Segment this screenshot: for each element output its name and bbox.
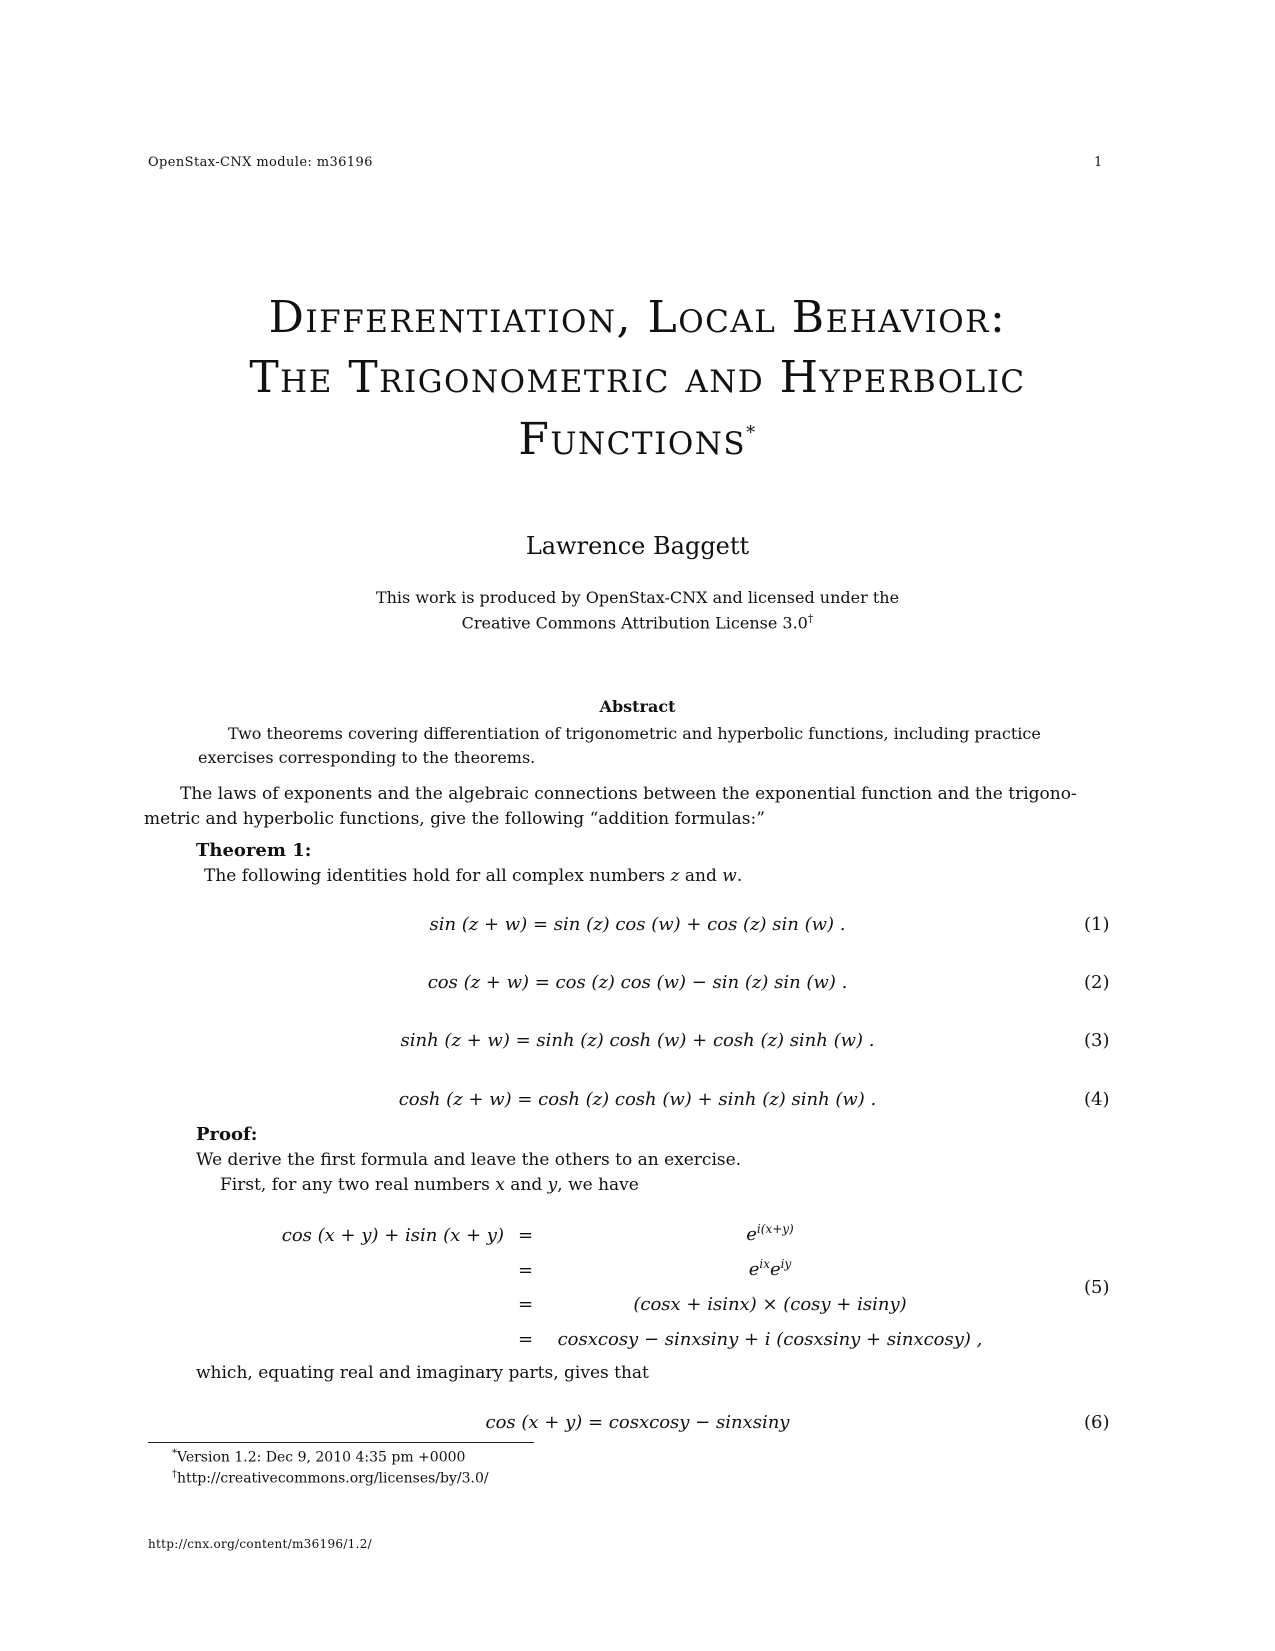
title-line-1: Differentiation, Local Behavior: [268, 292, 1007, 343]
proof-text-end: , we have [557, 1175, 639, 1195]
equation-1-number: (1) [1084, 914, 1110, 935]
intro-line-1: The laws of exponents and the algebraic connections between the exponential function and the trigono- [180, 784, 1077, 804]
title-line-3 [0, 414, 1275, 465]
page-number: 1 [1094, 155, 1103, 170]
theorem-text-end: . [736, 866, 743, 886]
footnote-2-link[interactable]: http://creativecommons.org/licenses/by/3.0/ [177, 1470, 489, 1487]
proof-var-y: y [547, 1175, 558, 1195]
array-rel-4: = [518, 1329, 534, 1350]
array-rel-3: = [518, 1294, 534, 1315]
intro-line-2: metric and hyperbolic functions, give the following “addition formulas:” [144, 809, 765, 829]
equation-4-number: (4) [1084, 1089, 1110, 1110]
array-row-2 [552, 1257, 988, 1280]
array-row-1 [552, 1222, 988, 1245]
theorem-heading: Theorem 1: [196, 840, 312, 861]
proof-var-x: x [495, 1175, 505, 1195]
footnote-1-mark: * [172, 1448, 177, 1459]
array-row-1-base: e [746, 1224, 757, 1245]
theorem-text-and: and [679, 866, 723, 886]
author: Lawrence Baggett [525, 532, 750, 560]
license-line-2-text: Creative Commons Attribution License 3.0 [461, 613, 808, 633]
footnote-1 [172, 1448, 465, 1466]
license-footnote-mark: † [807, 612, 814, 625]
abstract-line-2: exercises corresponding to the theorems. [198, 748, 536, 767]
equation-2-number: (2) [1084, 972, 1110, 993]
equation-1: sin (z + w) = sin (z) cos (w) + cos (z) sin (w) . [429, 914, 846, 935]
footnote-2 [172, 1469, 489, 1487]
abstract-line-1: Two theorems covering differentiation of trigonometric and hyperbolic functions, including practice [228, 724, 1041, 743]
title-line-3-text: Functions [518, 414, 747, 465]
equation-6-number: (6) [1084, 1412, 1110, 1433]
footnote-rule [148, 1442, 534, 1443]
equation-4: cosh (z + w) = cosh (z) cosh (w) + sinh (z) sinh (w) . [398, 1089, 877, 1110]
after-array-text: which, equating real and imaginary parts, gives that [196, 1363, 649, 1383]
footer-url-link[interactable]: http://cnx.org/content/m36196/1.2/ [148, 1537, 373, 1551]
footnote-1-text: Version 1.2: Dec 9, 2010 4:35 pm +0000 [177, 1449, 466, 1466]
array-row-2-base-1: e [748, 1259, 760, 1280]
equation-6: cos (x + y) = cosxcosy − sinxsiny [485, 1412, 790, 1433]
equation-3: sinh (z + w) = sinh (z) cosh (w) + cosh (z) sinh (w) . [400, 1030, 875, 1051]
array-row-2-base-2: e [769, 1259, 781, 1280]
theorem-text-prefix: The following identities hold for all complex numbers [204, 866, 671, 886]
title-footnote-mark: * [746, 422, 757, 444]
license-line-1: This work is produced by OpenStax-CNX and licensed under the [375, 588, 900, 607]
array-rel-1: = [518, 1225, 534, 1246]
array-rel-2: = [518, 1260, 534, 1281]
proof-text-and: and [504, 1175, 548, 1195]
array-row-2-exp-1: ix [759, 1257, 770, 1271]
array-lhs: cos (x + y) + isin (x + y) [281, 1225, 504, 1246]
footnote-2-mark: † [172, 1469, 177, 1480]
equation-5-number: (5) [1084, 1277, 1110, 1298]
theorem-var-z: z [670, 866, 680, 886]
proof-heading: Proof: [196, 1124, 258, 1145]
array-row-3: (cosx + isinx) × (cosy + isiny) [633, 1294, 907, 1315]
array-row-2-exp-2: iy [780, 1257, 792, 1271]
theorem-var-w: w [722, 866, 737, 886]
license-line-2 [0, 612, 1275, 632]
title-line-2: The Trigonometric and Hyperbolic [249, 352, 1026, 403]
abstract-heading: Abstract [599, 697, 676, 716]
proof-line-2 [220, 1175, 639, 1195]
array-row-4: cosxcosy − sinxsiny + i (cosxsiny + sinxcosy) , [557, 1329, 983, 1350]
proof-line-1: We derive the first formula and leave the others to an exercise. [196, 1150, 742, 1170]
running-header: OpenStax-CNX module: m36196 [148, 155, 373, 170]
theorem-statement [204, 866, 742, 886]
array-row-1-exp: i(x+y) [756, 1222, 794, 1236]
proof-text-prefix: First, for any two real numbers [220, 1175, 496, 1195]
equation-2: cos (z + w) = cos (z) cos (w) − sin (z) sin (w) . [427, 972, 848, 993]
equation-3-number: (3) [1084, 1030, 1110, 1051]
